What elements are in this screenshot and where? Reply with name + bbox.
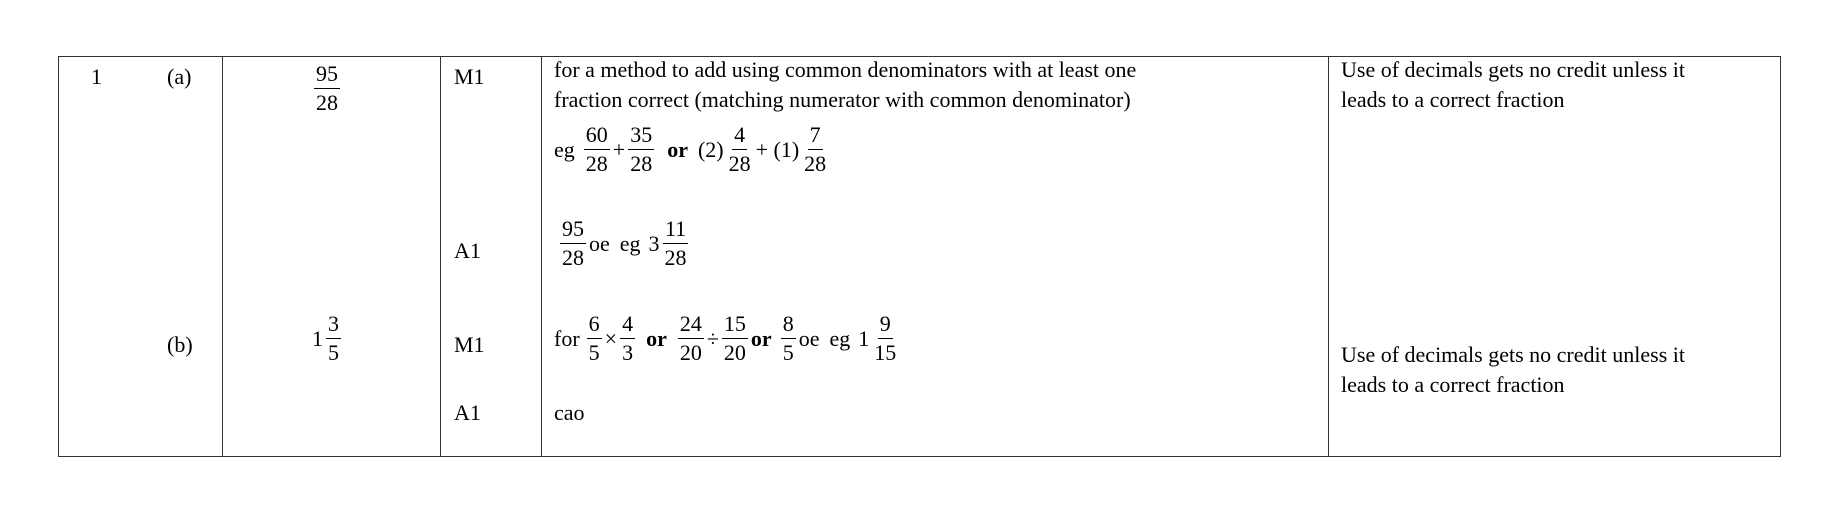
or-label: or <box>667 136 688 162</box>
times-sign: × <box>604 325 618 351</box>
column-divider <box>222 57 223 456</box>
for-label: for <box>554 325 580 351</box>
fraction: $\frac{6}{5}$ <box>588 311 600 365</box>
fraction: $\frac{11}{28}$ <box>664 216 687 270</box>
fraction: $\frac{24}{20}$ <box>679 311 702 365</box>
fraction: $\frac{95}{28}$ <box>562 216 584 270</box>
plus-coefficient: + (1) <box>755 136 800 162</box>
fraction: $\frac{60}{28}$ <box>585 122 608 176</box>
whole-number: 1 <box>858 325 870 351</box>
note-line: leads to a correct fraction <box>1341 372 1565 397</box>
fraction: $\frac{4}{28}$ <box>728 122 751 176</box>
answer-fraction: $\frac{95}{28}$ <box>316 61 338 115</box>
or-label: or <box>646 325 667 351</box>
whole-number: 3 <box>648 230 660 256</box>
mark-code-a1: A1 <box>454 400 481 425</box>
part-a-label: (a) <box>167 64 192 89</box>
fraction: $\frac{15}{20}$ <box>723 311 746 365</box>
mark-description <box>554 55 1136 115</box>
part-b-label: (b) <box>167 332 193 357</box>
column-divider <box>541 57 542 456</box>
mark-scheme-table <box>58 56 1781 457</box>
part-b-answer <box>312 313 344 364</box>
mark-code-m1: M1 <box>454 64 485 89</box>
guidance-note <box>1341 55 1685 115</box>
question-number: 1 <box>91 64 102 89</box>
accuracy-text: cao <box>554 400 585 425</box>
note-line: leads to a correct fraction <box>1341 87 1565 112</box>
oe-label: oe <box>798 325 820 351</box>
column-divider <box>440 57 441 456</box>
fraction: $\frac{4}{3}$ <box>622 311 634 365</box>
answer-fraction: $\frac{3}{5}$ <box>328 311 339 365</box>
oe-label: oe <box>589 230 610 256</box>
description-line: fraction correct (matching numerator with common denominator) <box>554 87 1131 112</box>
fraction: $\frac{8}{5}$ <box>782 311 794 365</box>
plus-sign: + <box>612 136 626 162</box>
description-line: for a method to add using common denominators with at least one <box>554 57 1137 82</box>
coefficient: (2) <box>697 136 724 162</box>
mark-code-a1: A1 <box>454 238 481 263</box>
accuracy-answer <box>557 218 692 269</box>
divide-sign: ÷ <box>706 325 719 351</box>
guidance-note <box>1341 340 1685 400</box>
eg-label: eg <box>619 230 641 256</box>
fraction: $\frac{9}{15}$ <box>874 311 897 365</box>
or-label: or <box>750 325 772 351</box>
note-line: Use of decimals gets no credit unless it <box>1341 57 1685 82</box>
mark-code-m1: M1 <box>454 332 485 357</box>
part-a-answer <box>311 63 343 114</box>
fraction: $\frac{35}{28}$ <box>630 122 653 176</box>
method-example <box>554 313 901 364</box>
eg-label: eg <box>554 136 575 162</box>
eg-label: eg <box>829 325 851 351</box>
column-divider <box>1328 57 1329 456</box>
method-example <box>554 124 831 175</box>
fraction: $\frac{7}{28}$ <box>804 122 827 176</box>
note-line: Use of decimals gets no credit unless it <box>1341 342 1685 367</box>
whole-number: 1 <box>312 325 323 351</box>
